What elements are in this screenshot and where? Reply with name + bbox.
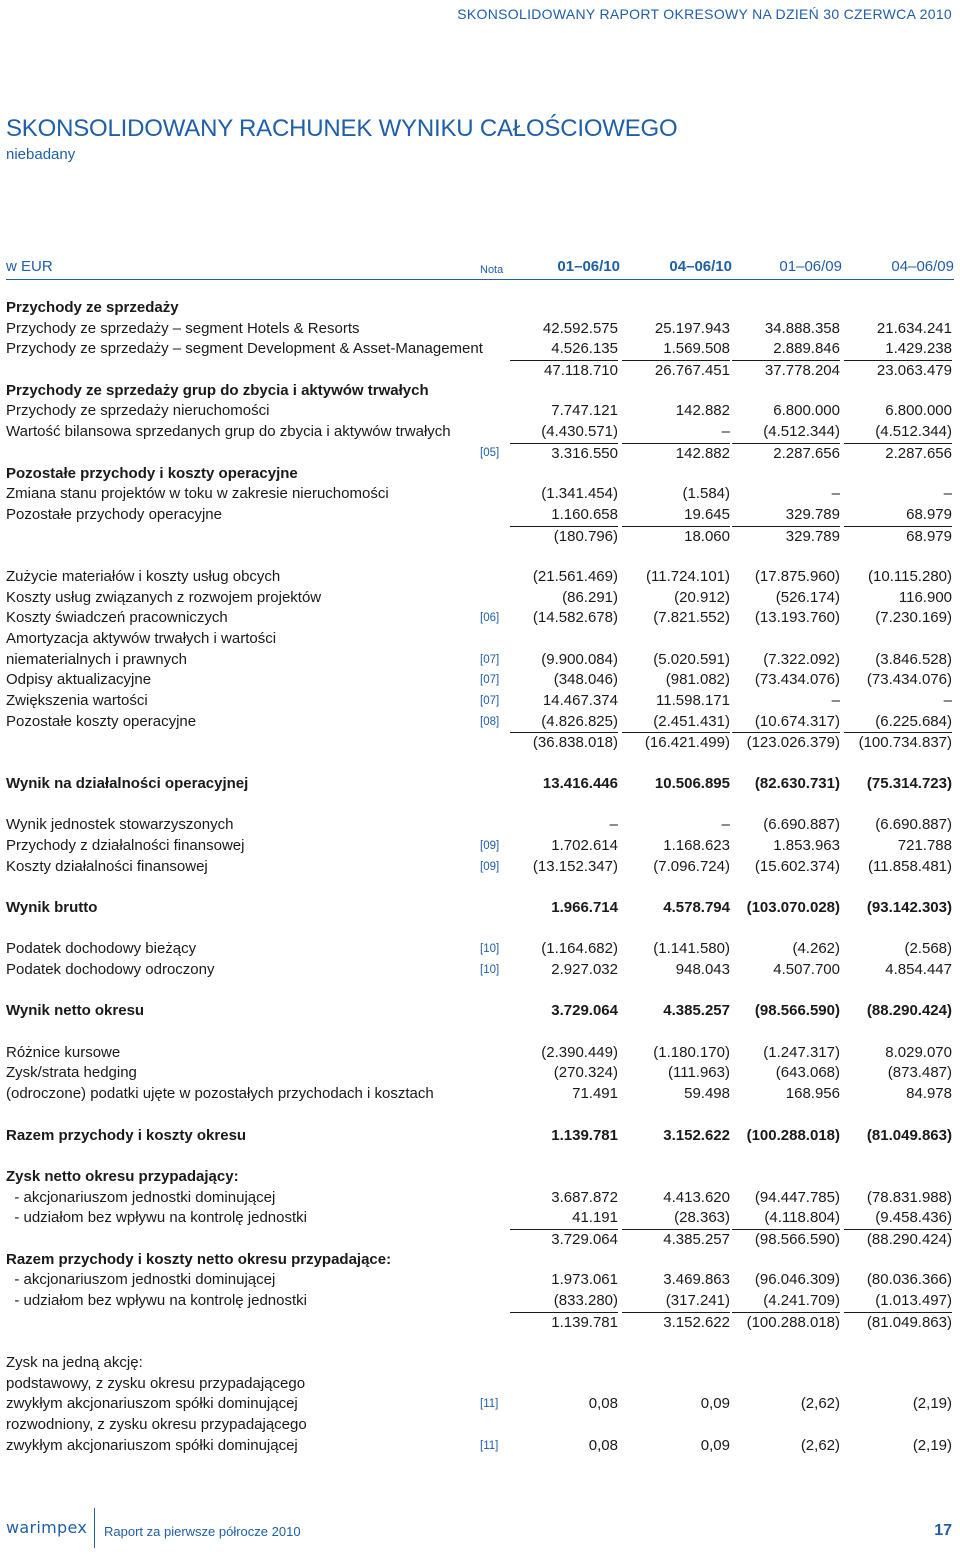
- spacer-row: [6, 877, 954, 898]
- value-cell: 13.416.446: [542, 774, 618, 792]
- note-reference: [05]: [480, 446, 500, 459]
- note-reference: [09]: [480, 860, 500, 873]
- value-cell: (81.049.863): [844, 1312, 952, 1333]
- row-label: zwykłym akcjonariuszom spółki dominującej: [6, 1395, 298, 1413]
- value-cell: (82.630.731): [754, 774, 840, 792]
- row-label: niematerialnych i prawnych: [6, 650, 187, 668]
- table-row: [6, 1250, 954, 1271]
- value-cell: (11.858.481): [868, 857, 952, 875]
- table-row: [6, 836, 954, 857]
- value-cell: (317.241): [665, 1292, 730, 1309]
- value-cell: (6.225.684): [875, 712, 952, 730]
- value-cell: (4.512.344): [763, 423, 840, 441]
- header-divider: [6, 279, 954, 280]
- table-row: [6, 898, 954, 919]
- value-cell: 4.854.447: [885, 961, 952, 978]
- table-row: [6, 1063, 954, 1084]
- value-cell: (16.421.499): [622, 732, 730, 753]
- value-cell: 34.888.358: [764, 319, 840, 337]
- value-cell: 1.139.781: [510, 1312, 618, 1333]
- value-cell: (17.875.960): [754, 567, 840, 585]
- title-block: [6, 114, 678, 166]
- value-cell: (1.141.580): [653, 940, 730, 958]
- note-reference: [10]: [480, 964, 500, 976]
- value-cell: 25.197.943: [654, 319, 730, 337]
- spacer-row: [6, 1332, 954, 1353]
- row-label: Wynik netto okresu: [6, 1002, 145, 1020]
- value-cell: (100.288.018): [732, 1312, 840, 1333]
- value-cell: 23.063.479: [844, 360, 952, 381]
- value-cell: (73.434.076): [866, 671, 952, 689]
- value-cell: 71.491: [572, 1085, 618, 1103]
- row-label: Koszty usług związanych z rozwojem projektów: [6, 588, 322, 606]
- column-header-04-06-09: 04–06/09: [891, 258, 954, 275]
- table-row: [6, 691, 954, 712]
- value-cell: (3.846.528): [875, 650, 952, 668]
- page-title: SKONSOLIDOWANY RACHUNEK WYNIKU CAŁOŚCIOWEGO: [6, 115, 678, 142]
- row-label: Przychody ze sprzedaży grup do zbycia i aktywów trwałych: [6, 381, 429, 399]
- table-row: [6, 1291, 954, 1312]
- value-cell: 4.526.135: [551, 340, 618, 358]
- table-row: [6, 815, 954, 836]
- value-cell: 68.979: [844, 526, 952, 547]
- value-cell: 84.978: [906, 1085, 952, 1103]
- value-cell: (100.288.018): [746, 1126, 840, 1144]
- value-cell: 1.139.781: [551, 1126, 618, 1144]
- row-label: Zysk/strata hedging: [6, 1064, 137, 1082]
- value-cell: (36.838.018): [510, 732, 618, 753]
- value-cell: –: [943, 485, 952, 503]
- table-row: [6, 1167, 954, 1188]
- value-cell: 18.060: [622, 526, 730, 547]
- row-label: Odpisy aktualizacyjne: [6, 671, 152, 689]
- table-row: [6, 1353, 954, 1374]
- value-cell: 329.789: [785, 505, 840, 523]
- note-reference: [08]: [480, 715, 500, 728]
- table-row: [6, 1415, 954, 1436]
- row-label: - akcjonariuszom jednostki dominującej: [6, 1188, 276, 1206]
- value-cell: 3.152.622: [663, 1126, 730, 1144]
- spacer-row: [6, 981, 954, 1002]
- value-cell: 4.413.620: [663, 1188, 730, 1206]
- value-cell: 3.316.550: [510, 443, 618, 464]
- row-label: Przychody ze sprzedaży – segment Hotels & Resorts: [6, 319, 360, 337]
- table-row: [6, 857, 954, 878]
- value-cell: 3.729.064: [551, 1002, 618, 1020]
- subtotal-row: [6, 526, 954, 547]
- row-label: Amortyzacja aktywów trwałych i wartości: [6, 630, 277, 647]
- report-name: Raport za pierwsze półrocze 2010: [104, 1524, 301, 1539]
- spacer-row: [6, 919, 954, 940]
- value-cell: (94.447.785): [754, 1188, 840, 1206]
- subtotal-row: [6, 443, 954, 464]
- value-cell: 41.191: [572, 1209, 618, 1227]
- note-reference: [07]: [480, 695, 500, 708]
- row-label: Wartość bilansowa sprzedanych grup do zbycia i aktywów trwałych: [6, 423, 451, 441]
- value-cell: 4.385.257: [663, 1002, 730, 1020]
- value-cell: (4.826.825): [541, 712, 618, 730]
- table-row: [6, 1126, 954, 1147]
- value-cell: –: [831, 485, 840, 503]
- value-cell: (13.193.760): [754, 609, 840, 627]
- value-cell: 1.966.714: [551, 898, 618, 916]
- table-row: [6, 567, 954, 588]
- value-cell: 4.578.794: [663, 898, 730, 916]
- value-cell: (10.115.280): [868, 567, 952, 585]
- column-header-01-06-10: 01–06/10: [557, 258, 620, 275]
- row-label: Razem przychody i koszty netto okresu przypadające:: [6, 1250, 392, 1268]
- value-cell: 329.789: [732, 526, 840, 547]
- page-footer: [6, 1504, 952, 1552]
- value-cell: 4.507.700: [773, 961, 840, 978]
- table-row: [6, 298, 954, 319]
- value-cell: (9.458.436): [875, 1209, 952, 1227]
- row-label: Pozostałe przychody operacyjne: [6, 505, 222, 523]
- subtotal-row: [6, 1229, 954, 1250]
- table-header-row: [6, 256, 954, 278]
- note-reference: [10]: [480, 943, 500, 956]
- value-cell: (873.487): [887, 1064, 952, 1082]
- value-cell: 1.702.614: [551, 836, 618, 854]
- table-row: [6, 712, 954, 733]
- value-cell: 8.029.070: [885, 1043, 952, 1061]
- value-cell: (1.247.317): [763, 1043, 840, 1061]
- value-cell: 142.882: [675, 402, 730, 420]
- table-row: [6, 629, 954, 650]
- table-row: [6, 1270, 954, 1291]
- value-cell: 2.889.846: [773, 340, 840, 358]
- value-cell: (2,19): [912, 1395, 952, 1413]
- value-cell: –: [831, 692, 840, 710]
- table-row: [6, 939, 954, 960]
- row-label: Przychody ze sprzedaży: [6, 299, 179, 316]
- note-reference: [07]: [480, 653, 500, 666]
- table-body: [6, 298, 954, 1457]
- value-cell: (7.322.092): [763, 650, 840, 668]
- value-cell: (4.430.571): [541, 423, 618, 441]
- row-label: Zużycie materiałów i koszty usług obcych: [6, 567, 281, 585]
- table-row: [6, 650, 954, 671]
- value-cell: (123.026.379): [732, 732, 840, 753]
- value-cell: 116.900: [898, 588, 952, 606]
- value-cell: 26.767.451: [622, 360, 730, 381]
- value-cell: (833.280): [553, 1292, 618, 1309]
- value-cell: (1.341.454): [541, 485, 618, 503]
- value-cell: (6.690.887): [875, 816, 952, 834]
- value-cell: (2.451.431): [653, 712, 730, 730]
- row-label: Zysk netto okresu przypadający:: [6, 1167, 239, 1185]
- value-cell: 7.747.121: [551, 402, 618, 420]
- nota-header: Nota: [480, 264, 504, 276]
- column-header-01-06-09: 01–06/09: [779, 258, 842, 275]
- value-cell: (28.363): [674, 1209, 730, 1227]
- note-reference: [11]: [480, 1439, 499, 1452]
- value-cell: (2,19): [912, 1436, 952, 1454]
- value-cell: 11.598.171: [656, 692, 730, 710]
- value-cell: 2.287.656: [732, 443, 840, 464]
- value-cell: 21.634.241: [876, 319, 952, 337]
- value-cell: –: [721, 423, 730, 441]
- row-label: Wynik jednostek stowarzyszonych: [6, 816, 234, 834]
- value-cell: 1.973.061: [551, 1271, 618, 1289]
- row-label: Zmiana stanu projektów w toku w zakresie nieruchomości: [6, 485, 389, 503]
- value-cell: (10.674.317): [754, 712, 840, 730]
- value-cell: (4.512.344): [875, 423, 952, 441]
- value-cell: 2.287.656: [844, 443, 952, 464]
- value-cell: (11.724.101): [646, 567, 730, 585]
- value-cell: (98.566.590): [754, 1002, 840, 1020]
- spacer-row: [6, 795, 954, 816]
- row-label: podstawowy, z zysku okresu przypadającego: [6, 1374, 306, 1392]
- row-label: Razem przychody i koszty okresu: [6, 1126, 247, 1144]
- note-reference: [11]: [480, 1398, 499, 1411]
- value-cell: 1.569.508: [663, 340, 730, 358]
- value-cell: (81.049.863): [866, 1126, 952, 1144]
- page-subtitle: niebadany: [6, 146, 76, 163]
- subtotal-row: [6, 360, 954, 381]
- value-cell: (981.082): [665, 671, 730, 689]
- row-label: Pozostałe koszty operacyjne: [6, 712, 197, 730]
- value-cell: 3.469.863: [663, 1271, 730, 1289]
- table-row: [6, 505, 954, 526]
- row-label: Koszty działalności finansowej: [6, 857, 208, 875]
- value-cell: 59.498: [684, 1085, 730, 1103]
- row-label: Przychody ze sprzedaży – segment Development & Asset-Management: [6, 340, 483, 358]
- value-cell: (86.291): [562, 588, 618, 606]
- row-label: Różnice kursowe: [6, 1043, 121, 1061]
- value-cell: (80.036.366): [866, 1271, 952, 1289]
- value-cell: (4.118.804): [764, 1209, 840, 1227]
- value-cell: (1.164.682): [541, 940, 618, 958]
- row-label: zwykłym akcjonariuszom spółki dominującej: [6, 1436, 298, 1454]
- value-cell: 0,08: [588, 1395, 618, 1413]
- value-cell: 3.729.064: [510, 1229, 618, 1250]
- income-statement-table: [6, 256, 954, 1454]
- value-cell: (7.230.169): [875, 609, 952, 627]
- value-cell: 14.467.374: [542, 692, 618, 710]
- table-row: [6, 1188, 954, 1209]
- value-cell: –: [609, 816, 618, 834]
- value-cell: (88.290.424): [844, 1229, 952, 1250]
- value-cell: (20.912): [674, 588, 730, 606]
- table-row: [6, 319, 954, 340]
- value-cell: (96.046.309): [754, 1271, 840, 1289]
- value-cell: 948.043: [675, 961, 730, 978]
- table-row: [6, 1394, 954, 1415]
- company-logo: warimpex: [6, 1518, 88, 1537]
- table-row: [6, 1001, 954, 1022]
- value-cell: 0,09: [700, 1436, 730, 1454]
- table-row: [6, 401, 954, 422]
- value-cell: 2.927.032: [551, 961, 618, 978]
- value-cell: (180.796): [510, 526, 618, 547]
- value-cell: 1.168.623: [663, 836, 730, 854]
- running-header: SKONSOLIDOWANY RAPORT OKRESOWY NA DZIEŃ 30 CZERWCA 2010: [457, 6, 952, 22]
- row-label: rozwodniony, z zysku okresu przypadającego: [6, 1416, 307, 1434]
- spacer-row: [6, 546, 954, 567]
- value-cell: (2,62): [800, 1436, 840, 1454]
- subtotal-row: [6, 1312, 954, 1333]
- value-cell: 4.385.257: [622, 1229, 730, 1250]
- note-reference: [06]: [480, 612, 500, 625]
- row-label: (odroczone) podatki ujęte w pozostałych przychodach i kosztach: [6, 1085, 434, 1103]
- value-cell: 68.979: [906, 505, 952, 523]
- row-label: Przychody z działalności finansowej: [6, 836, 245, 854]
- value-cell: (1.013.497): [875, 1292, 952, 1309]
- value-cell: 1.853.963: [773, 836, 840, 854]
- value-cell: (78.831.988): [866, 1188, 952, 1206]
- value-cell: 37.778.204: [732, 360, 840, 381]
- note-reference: [09]: [480, 839, 500, 852]
- row-label: Pozostałe przychody i koszty operacyjne: [6, 464, 298, 482]
- value-cell: (14.582.678): [532, 609, 618, 627]
- row-label: Podatek dochodowy odroczony: [6, 961, 215, 978]
- value-cell: (526.174): [775, 588, 840, 606]
- row-label: Koszty świadczeń pracowniczych: [6, 609, 228, 627]
- row-label: Wynik na działalności operacyjnej: [6, 774, 249, 792]
- table-row: [6, 339, 954, 360]
- value-cell: 168.956: [785, 1085, 840, 1103]
- value-cell: –: [943, 692, 952, 710]
- row-label: - udziałom bez wpływu na kontrolę jednostki: [6, 1209, 307, 1227]
- value-cell: (270.324): [553, 1064, 618, 1082]
- spacer-row: [6, 1146, 954, 1167]
- value-cell: (4.241.709): [763, 1292, 840, 1309]
- table-row: [6, 774, 954, 795]
- value-cell: 42.592.575: [542, 319, 618, 337]
- page-number: 17: [934, 1522, 952, 1539]
- value-cell: (13.152.347): [532, 857, 618, 875]
- value-cell: (7.096.724): [653, 857, 730, 875]
- value-cell: (21.561.469): [532, 567, 618, 585]
- currency-unit: w EUR: [6, 258, 53, 275]
- table-row: [6, 608, 954, 629]
- row-label: Podatek dochodowy bieżący: [6, 940, 197, 958]
- table-row: [6, 484, 954, 505]
- value-cell: 0,09: [700, 1395, 730, 1413]
- value-cell: (6.690.887): [763, 816, 840, 834]
- value-cell: 19.645: [684, 505, 730, 523]
- value-cell: (2.390.449): [541, 1043, 618, 1061]
- value-cell: (2.568): [904, 940, 952, 958]
- row-label: Wynik brutto: [6, 898, 98, 916]
- row-label: - udziałom bez wpływu na kontrolę jednostki: [6, 1292, 307, 1309]
- value-cell: –: [721, 816, 730, 834]
- row-label: Przychody ze sprzedaży nieruchomości: [6, 402, 270, 420]
- value-cell: (9.900.084): [541, 650, 618, 668]
- table-row: [6, 1436, 954, 1457]
- value-cell: (88.290.424): [866, 1002, 952, 1020]
- table-row: [6, 588, 954, 609]
- value-cell: (348.046): [553, 671, 618, 689]
- value-cell: (111.963): [668, 1064, 730, 1082]
- subtotal-row: [6, 732, 954, 753]
- note-reference: [07]: [480, 674, 500, 687]
- table-row: [6, 1043, 954, 1064]
- value-cell: 47.118.710: [510, 360, 618, 381]
- value-cell: (93.142.303): [866, 898, 952, 916]
- value-cell: (1.180.170): [653, 1043, 730, 1061]
- spacer-row: [6, 753, 954, 774]
- table-row: [6, 1084, 954, 1105]
- spacer-row: [6, 1022, 954, 1043]
- table-row: [6, 1374, 954, 1395]
- value-cell: (103.070.028): [746, 898, 840, 916]
- value-cell: 1.429.238: [885, 340, 952, 358]
- value-cell: 6.800.000: [773, 402, 840, 420]
- value-cell: (73.434.076): [754, 671, 840, 689]
- table-row: [6, 670, 954, 691]
- value-cell: (1.584): [682, 485, 730, 503]
- table-row: [6, 422, 954, 443]
- spacer-row: [6, 1105, 954, 1126]
- value-cell: (15.602.374): [754, 857, 840, 875]
- row-label: - akcjonariuszom jednostki dominującej: [6, 1271, 276, 1289]
- value-cell: 721.788: [897, 836, 952, 854]
- row-label: Zysk na jedną akcję:: [6, 1354, 143, 1372]
- value-cell: (4.262): [792, 940, 840, 958]
- value-cell: 10.506.895: [654, 774, 730, 792]
- value-cell: 3.152.622: [622, 1312, 730, 1333]
- value-cell: (7.821.552): [653, 609, 730, 627]
- row-label: Zwiększenia wartości: [6, 692, 148, 710]
- value-cell: 3.687.872: [551, 1188, 618, 1206]
- table-row: [6, 1208, 954, 1229]
- table-row: [6, 464, 954, 485]
- value-cell: (643.068): [775, 1064, 840, 1082]
- value-cell: 1.160.658: [551, 505, 618, 523]
- column-header-04-06-10: 04–06/10: [669, 258, 732, 275]
- value-cell: (100.734.837): [844, 732, 952, 753]
- value-cell: 6.800.000: [885, 402, 952, 420]
- table-row: [6, 381, 954, 402]
- value-cell: (5.020.591): [653, 650, 730, 668]
- value-cell: (2,62): [800, 1395, 840, 1413]
- table-row: [6, 960, 954, 981]
- value-cell: 142.882: [622, 443, 730, 464]
- value-cell: 0,08: [588, 1436, 618, 1454]
- value-cell: (75.314.723): [866, 774, 952, 792]
- footer-divider: [94, 1508, 95, 1548]
- value-cell: (98.566.590): [732, 1229, 840, 1250]
